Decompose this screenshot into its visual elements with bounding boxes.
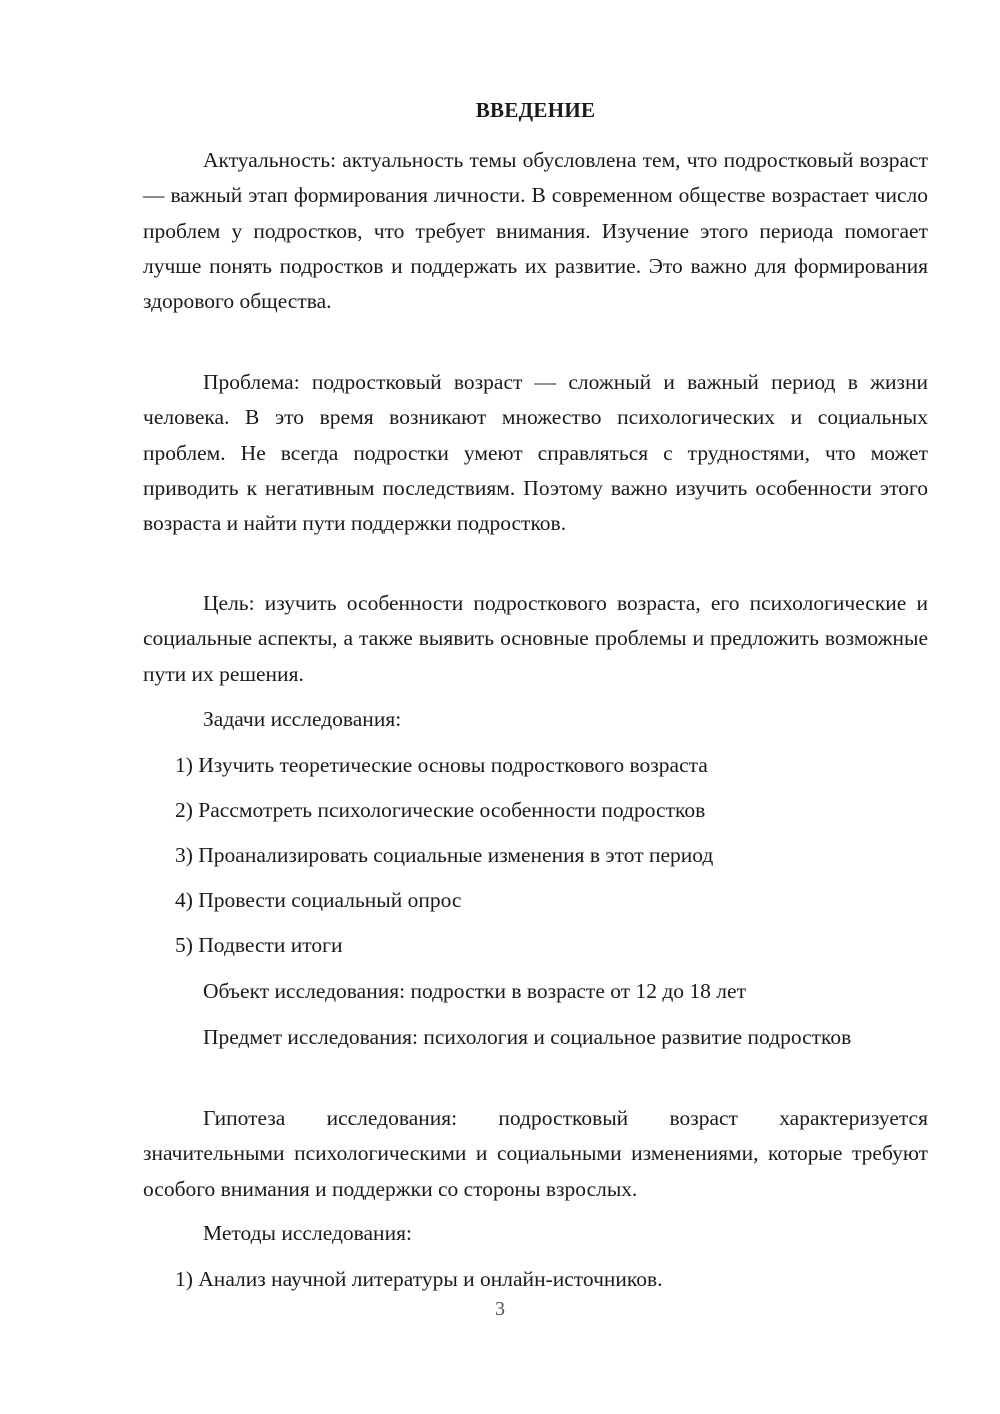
task-item-2: 2) Рассмотреть психологические особенности подростков: [175, 798, 706, 822]
paragraph-goal: Цель: изучить особенности подросткового возраста, его психологические и социальные аспекты, а также выявить основные проблемы и предложить возможные пути их решения.: [143, 591, 928, 686]
tasks-heading: Задачи исследования:: [203, 707, 402, 731]
page-number: 3: [495, 1298, 505, 1320]
task-item-1: 1) Изучить теоретические основы подросткового возраста: [175, 753, 708, 777]
method-item-1: 1) Анализ научной литературы и онлайн-источников.: [175, 1267, 663, 1291]
paragraph-problem: Проблема: подростковый возраст — сложный и важный период в жизни человека. В это время возникают множество психологических и социальных проблем. Не всегда подростки умеют справляться с трудностями, что может приводить к негативным последствиям. Поэтому важно изучить особенности этого возраста и найти пути поддержки подростков.: [143, 370, 928, 536]
methods-heading: Методы исследования:: [203, 1221, 412, 1245]
paragraph-relevance: Актуальность: актуальность темы обусловлена тем, что подростковый возраст — важный этап формирования личности. В современном обществе возрастает число проблем у подростков, что требует внимания. Изучение этого периода помогает лучше понять подростков и поддержать их развитие. Это важно для формирования здорового общества.: [143, 148, 928, 314]
task-item-5: 5) Подвести итоги: [175, 933, 343, 957]
paragraph-subject: Предмет исследования: психология и социальное развитие подростков: [203, 1025, 852, 1049]
section-heading: ВВЕДЕНИЕ: [475, 98, 596, 122]
task-item-4: 4) Провести социальный опрос: [175, 888, 462, 912]
task-item-3: 3) Проанализировать социальные изменения в этот период: [175, 843, 714, 867]
paragraph-hypothesis: Гипотеза исследования: подростковый возраст характеризуется значительными психологическими и социальными изменениями, которые требуют особого внимания и поддержки со стороны взрослых.: [143, 1106, 928, 1201]
paragraph-object: Объект исследования: подростки в возрасте от 12 до 18 лет: [203, 979, 746, 1003]
